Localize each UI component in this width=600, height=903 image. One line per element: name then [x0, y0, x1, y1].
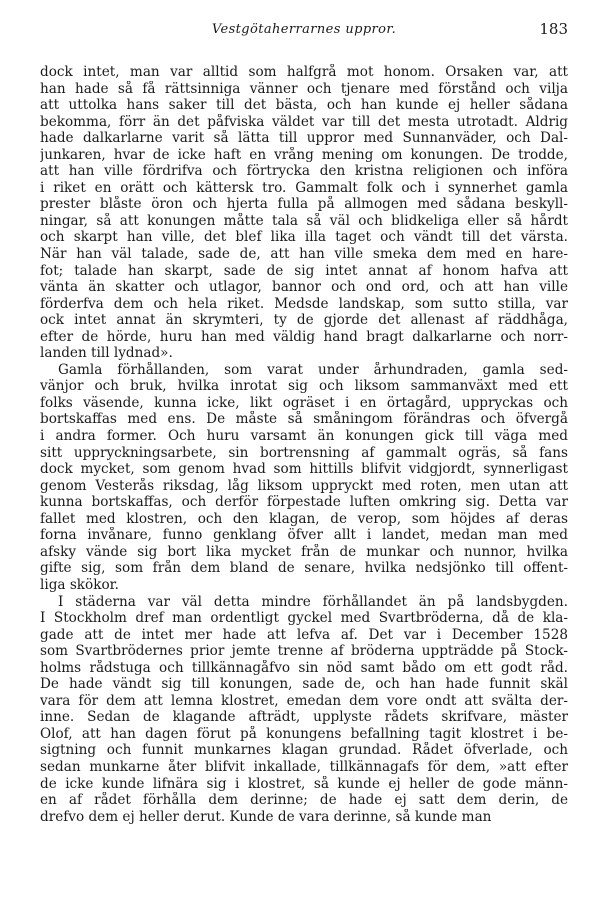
text-line: vänjor och bruk, hvilka inrotat sig och liksom sammanväxt med ett — [40, 378, 568, 395]
text-line: bortskaffas med ens. De måste så småningom förändras och öfvergå — [40, 411, 568, 428]
text-line: genom Vesterås riksdag, låg liksom uppryckt med roten, men utan att — [40, 477, 568, 494]
text-line: hade dalkarlarne varit så lätta till uppror med Sunnanväder, och Dal- — [40, 130, 568, 147]
text-line: bekomma, förr än det påfviska väldet var till det mesta utrotadt. Aldrig — [40, 113, 568, 130]
text-line: en af rådet förhålla dem derinne; de hade ej satt dem derin, de — [40, 792, 568, 809]
text-line: drefvo dem ej heller derut. Kunde de vara derinne, så kunde man — [40, 808, 492, 825]
text-line: I Stockholm dref man ordentligt gyckel med Svartbröderna, då de kla- — [40, 610, 568, 627]
text-line: som Svartbrödernes prior jemte trenne af bröderna uppträdde på Stock- — [40, 643, 568, 660]
text-line: han hade så få rättsinniga vänner och tjenare med förstånd och vilja — [40, 80, 568, 97]
text-line: junkaren, hvar de icke haft en vrång mening om konungen. De trodde, — [40, 146, 568, 163]
text-line: När han väl talade, sade de, att han ville smeka dem med en hare- — [40, 246, 568, 263]
text-line: i andra former. Och huru varsamt än konungen gick till väga med — [40, 428, 568, 445]
paragraph — [40, 362, 568, 594]
text-line: sitt uppryckningsarbete, sin bortrensning af gammalt ogräs, så fans — [40, 444, 568, 461]
text-line: gifte sig, som från dem bland de senare, hvilka nedsjönko till offent- — [40, 560, 568, 577]
text-line: liga skökor. — [40, 576, 119, 593]
text-line: att han ville fördrifva och förtrycka den kristna religionen och införa — [40, 163, 568, 180]
body-text — [40, 64, 568, 825]
text-line: afsky vände sig bort lika mycket från de munkar och nunnor, hvilka — [40, 543, 568, 560]
text-line: holms rådstuga och tillkännagåfvo sin nöd samt bådo om ett godt råd. — [40, 659, 568, 676]
text-line: inne. Sedan de klagande afträdt, upplyste rådets skrifvare, mäster — [40, 709, 568, 726]
text-line: I städerna var väl detta mindre förhållandet än på landsbygden. — [58, 593, 568, 610]
text-line: dock mycket, som genom hvad som hittills blifvit vidgjordt, synnerligast — [40, 461, 568, 478]
text-line: efter de hörde, huru han med väldig hand bragt dalkarlarne och norr- — [40, 328, 568, 345]
text-line: ock intet annat än skrymteri, ty de gjorde det allenast af räddhåga, — [40, 312, 568, 329]
text-line: Olof, att han dagen förut på konungens befallning tagit klostret i be- — [40, 725, 568, 742]
text-line: vänta än skatter och utlagor, bannor och ond ord, och att han ville — [40, 279, 568, 296]
running-header — [40, 22, 568, 44]
text-line: fallet med klostren, och den klagan, de verop, som höjdes af deras — [40, 510, 568, 527]
text-line: De hade vändt sig till konungen, sade de, och han hade funnit skäl — [40, 676, 568, 693]
text-line: i riket en orätt och kättersk tro. Gammalt folk och i synnerhet gamla — [40, 179, 568, 196]
text-line: folks väsende, kunna icke, likt ogräset i en örtagård, uppryckas och — [40, 394, 568, 411]
running-title: Vestgötaherrarnes uppror. — [211, 22, 397, 37]
text-line: att uttolka hans saker till det bästa, och han kunde ej heller sådana — [40, 97, 568, 114]
text-line: forna invånare, funno genklang öfver allt i landet, medan man med — [40, 527, 568, 544]
text-line: sigtning och funnit munkarnes klagan grundad. Rådet öfverlade, och — [40, 742, 568, 759]
page-number: 183 — [539, 20, 568, 38]
text-line: kunna bortskaffas, och derför förpestade luften omkring sig. Detta var — [40, 494, 568, 511]
text-line: dock intet, man var alltid som halfgrå mot honom. Orsaken var, att — [40, 64, 568, 80]
text-line: förderfva dem och hela riket. Medsde landskap, som sutto stilla, var — [40, 295, 568, 312]
text-line: sedan munkarne åter blifvit inkallade, tillkännagafs för dem, »att efter — [40, 758, 568, 775]
text-line: landen till lydnad». — [40, 345, 173, 362]
text-line: gade att de intet mer hade att lefva af. Det var i December 1528 — [40, 626, 568, 643]
text-line: ningar, så att konungen måtte tala så väl och blidkeliga eller så hårdt — [40, 212, 568, 229]
paragraph — [40, 64, 568, 362]
text-line: och skarpt han ville, det blef lika illa taget och vändt till det värsta. — [40, 229, 568, 246]
text-line: Gamla förhållanden, som varat under århundraden, gamla sed- — [58, 361, 568, 378]
text-line: vara för dem att lemna klostret, emedan dem vore ondt att svälta der- — [40, 692, 568, 709]
paragraph — [40, 594, 568, 826]
text-line: prester blåste öron och hjerta fulla på allmogen med sådana beskyll- — [40, 196, 568, 213]
text-line: fot; talade han skarpt, sade de sig intet annat af honom hafva att — [40, 262, 568, 279]
text-line: de icke kunde lifnära sig i klostret, så kunde ej heller de gode männ- — [40, 775, 568, 792]
